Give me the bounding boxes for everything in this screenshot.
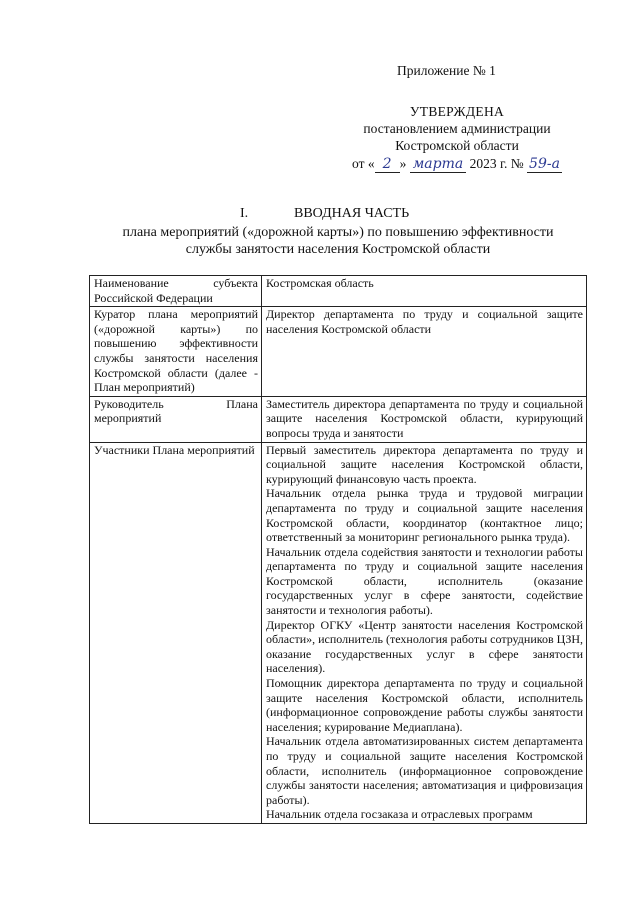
value-paragraph: Первый заместитель директора департамента по труду и социальной защите населения Костромской области, курирующий финансовую часть проекта. [266, 442, 583, 486]
resolution-date [330, 155, 584, 173]
table-row [90, 276, 587, 307]
title-line-1: плана мероприятий («дорожной карты») по повышению эффективности [122, 225, 554, 240]
row-label: Руководитель Плана мероприятий [90, 396, 262, 442]
row-label: Участники Плана мероприятий [90, 442, 262, 823]
section-title: ВВОДНАЯ ЧАСТЬ [294, 206, 410, 221]
page-bottom-margin [0, 860, 640, 902]
resolution-line: постановлением администрации [363, 121, 551, 136]
value-paragraph: Начальник отдела рынка труда и трудовой миграции департамента по труду и социальной защите населения Костромской области, координатор (контактное лицо; ответственный за мониторинг регионального рынка труда). [266, 486, 583, 545]
table-row [90, 442, 587, 823]
table-row [90, 307, 587, 397]
section-number: I. [240, 206, 249, 221]
row-value [262, 396, 587, 442]
value-paragraph: Начальник отдела содействия занятости и технологии работы департамента по труду и социальной защите населения Костромской области, исполнитель (оказание государственных услуг в сфере занятости, содействие занятости и технология работы). [266, 544, 583, 618]
value-paragraph: Заместитель директора департамента по труду и социальной защите населения Костромской области, курирующий вопросы труда и занятости [266, 396, 583, 440]
value-paragraph: Костромская область [266, 276, 374, 290]
table-row [90, 396, 587, 442]
row-label: Куратор плана мероприятий («дорожной карты») по повышению эффективности службы занятости населения Костромской области (далее - План мероприятий) [90, 307, 262, 397]
value-paragraph: Директор ОГКУ «Центр занятости населения Костромской области», исполнитель (технология работы сотрудников ЦЗН, оказание государственных услуг в сфере занятости населения). [266, 617, 583, 676]
document-title [90, 224, 586, 258]
row-label: Наименование субъекта Российской Федерации [90, 276, 262, 307]
section-heading [240, 205, 409, 222]
date-mid: » [399, 156, 407, 171]
date-prefix: от « [352, 156, 375, 171]
approved-heading: УТВЕРЖДЕНА [409, 104, 505, 119]
region-line: Костромской области [395, 138, 519, 153]
handwritten-number: 59-а [529, 156, 560, 172]
value-paragraph: Начальник отдела госзаказа и отраслевых программ [266, 807, 533, 822]
value-paragraph: Помощник директора департамента по труду и социальной защите населения Костромской области, исполнитель (информационное сопровождение работы службы занятости населения; курирование Медиаплана). [266, 676, 583, 734]
value-paragraph: Начальник отдела автоматизированных систем департамента по труду и социальной защите населения Костромской области, исполнитель (информационное сопровождение службы занятости населения; автоматизация и цифровизация работы). [266, 734, 583, 807]
value-paragraph: Директор департамента по труду и социальной защите населения Костромской области [266, 307, 583, 336]
handwritten-day: 2 [375, 156, 400, 173]
row-value [262, 276, 587, 307]
plan-table [89, 275, 587, 824]
approval-block [330, 103, 584, 173]
handwritten-month: марта [410, 156, 467, 173]
date-year: 2023 г. № [469, 156, 524, 171]
row-value [262, 307, 587, 397]
title-line-2: службы занятости населения Костромской области [185, 242, 491, 257]
row-value [262, 442, 587, 823]
appendix-label: Приложение № 1 [397, 63, 496, 78]
